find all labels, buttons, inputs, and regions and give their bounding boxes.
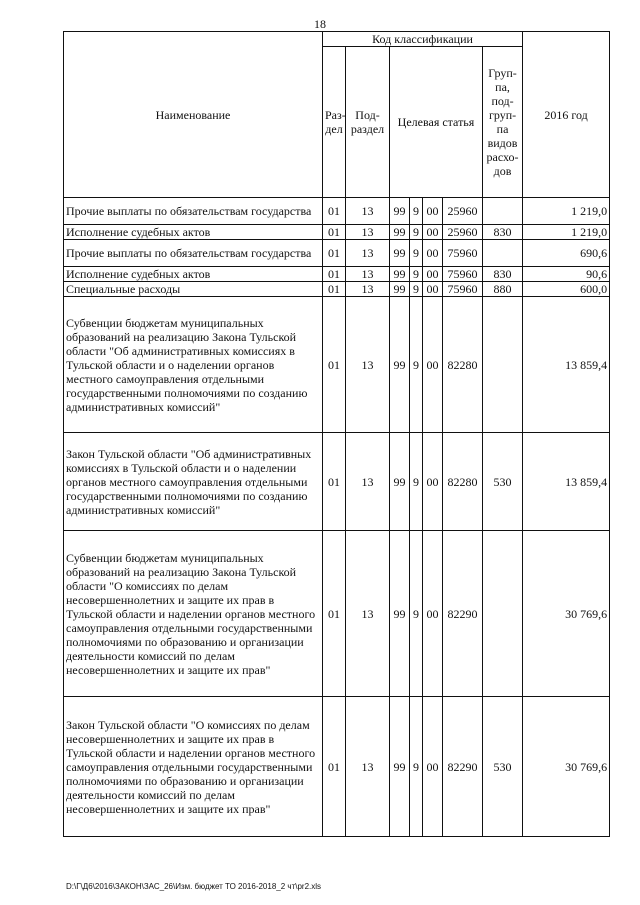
row-target-part1: 99 xyxy=(390,531,410,697)
row-target-part4: 82280 xyxy=(443,297,483,433)
row-podrazdel: 13 xyxy=(346,267,390,282)
header-code: Код классификации xyxy=(323,32,523,47)
row-target-part3: 00 xyxy=(423,531,443,697)
row-target-part2: 9 xyxy=(410,531,423,697)
row-target-part2: 9 xyxy=(410,267,423,282)
row-amount: 1 219,0 xyxy=(523,198,610,225)
row-razdel: 01 xyxy=(323,240,346,267)
row-target-part1: 99 xyxy=(390,282,410,297)
row-razdel: 01 xyxy=(323,282,346,297)
row-target-part4: 75960 xyxy=(443,267,483,282)
row-podrazdel: 13 xyxy=(346,697,390,837)
row-target-part1: 99 xyxy=(390,697,410,837)
table-row xyxy=(64,240,610,267)
row-razdel: 01 xyxy=(323,225,346,240)
row-podrazdel: 13 xyxy=(346,531,390,697)
row-name: Прочие выплаты по обязательствам государства xyxy=(64,240,323,267)
header-target: Целевая статья xyxy=(390,47,483,198)
file-path-footer: D:\Г\Д6\2016\ЗАКОН\ЗАС_26\Изм. бюджет ТО 2016-2018_2 чт\pr2.xls xyxy=(66,882,322,891)
row-name: Субвенции бюджетам муниципальных образований на реализацию Закона Тульской области "О комиссиях по делам несовершеннолетних и защите их прав в Тульской области и наделении органов местного самоуправления отдельными государственными полномочиями по образованию и организации деятельности комиссий по делам несовершеннолетних и защите их прав" xyxy=(64,531,323,697)
table-row xyxy=(64,282,610,297)
row-razdel: 01 xyxy=(323,198,346,225)
row-podrazdel: 13 xyxy=(346,297,390,433)
table-row xyxy=(64,225,610,240)
row-podrazdel: 13 xyxy=(346,225,390,240)
row-podrazdel: 13 xyxy=(346,240,390,267)
row-podrazdel: 13 xyxy=(346,282,390,297)
row-target-part3: 00 xyxy=(423,282,443,297)
row-group xyxy=(483,198,523,225)
row-group xyxy=(483,297,523,433)
header-razdel: Раз- дел xyxy=(323,47,346,198)
table-row xyxy=(64,531,610,697)
row-amount: 90,6 xyxy=(523,267,610,282)
row-target-part1: 99 xyxy=(390,433,410,531)
row-name: Исполнение судебных актов xyxy=(64,267,323,282)
row-target-part3: 00 xyxy=(423,240,443,267)
row-target-part3: 00 xyxy=(423,198,443,225)
row-name: Закон Тульской области "О комиссиях по делам несовершеннолетних и защите их прав в Тульской области и наделении органов местного самоуправления отдельными государственными полномочиями по образованию и организации деятельности комиссий по делам несовершеннолетних и защите их прав" xyxy=(64,697,323,837)
row-razdel: 01 xyxy=(323,433,346,531)
table-row xyxy=(64,433,610,531)
row-target-part4: 82280 xyxy=(443,433,483,531)
row-target-part4: 25960 xyxy=(443,225,483,240)
row-target-part3: 00 xyxy=(423,697,443,837)
row-name: Специальные расходы xyxy=(64,282,323,297)
row-name: Исполнение судебных актов xyxy=(64,225,323,240)
row-target-part2: 9 xyxy=(410,297,423,433)
row-group: 830 xyxy=(483,225,523,240)
row-target-part1: 99 xyxy=(390,267,410,282)
row-podrazdel: 13 xyxy=(346,198,390,225)
row-target-part3: 00 xyxy=(423,225,443,240)
row-razdel: 01 xyxy=(323,697,346,837)
row-amount: 13 859,4 xyxy=(523,297,610,433)
row-target-part4: 82290 xyxy=(443,697,483,837)
table-row xyxy=(64,267,610,282)
budget-table xyxy=(63,31,610,837)
row-amount: 690,6 xyxy=(523,240,610,267)
row-target-part2: 9 xyxy=(410,198,423,225)
row-amount: 600,0 xyxy=(523,282,610,297)
row-target-part2: 9 xyxy=(410,282,423,297)
row-target-part1: 99 xyxy=(390,225,410,240)
row-group xyxy=(483,240,523,267)
row-target-part1: 99 xyxy=(390,198,410,225)
table-row xyxy=(64,297,610,433)
row-target-part2: 9 xyxy=(410,225,423,240)
row-target-part4: 82290 xyxy=(443,531,483,697)
table-row xyxy=(64,697,610,837)
row-group: 880 xyxy=(483,282,523,297)
row-amount: 1 219,0 xyxy=(523,225,610,240)
row-target-part4: 75960 xyxy=(443,282,483,297)
row-target-part2: 9 xyxy=(410,240,423,267)
row-razdel: 01 xyxy=(323,297,346,433)
row-name: Субвенции бюджетам муниципальных образований на реализацию Закона Тульской области "Об административных комиссиях в Тульской области и о наделении органов местного самоуправления отдельными государственными полномочиями по созданию административных комиссий" xyxy=(64,297,323,433)
row-razdel: 01 xyxy=(323,531,346,697)
row-group: 830 xyxy=(483,267,523,282)
row-target-part2: 9 xyxy=(410,697,423,837)
row-target-part4: 25960 xyxy=(443,198,483,225)
row-amount: 30 769,6 xyxy=(523,531,610,697)
row-name: Закон Тульской области "Об административных комиссиях в Тульской области и о наделении органов местного самоуправления отдельными государственными полномочиями по созданию административных комиссий" xyxy=(64,433,323,531)
row-target-part4: 75960 xyxy=(443,240,483,267)
header-year: 2016 год xyxy=(523,32,610,198)
row-target-part3: 00 xyxy=(423,433,443,531)
row-target-part3: 00 xyxy=(423,267,443,282)
row-name: Прочие выплаты по обязательствам государства xyxy=(64,198,323,225)
table-body xyxy=(64,198,610,837)
row-target-part2: 9 xyxy=(410,433,423,531)
row-amount: 13 859,4 xyxy=(523,433,610,531)
table-row xyxy=(64,198,610,225)
row-target-part1: 99 xyxy=(390,240,410,267)
row-group xyxy=(483,531,523,697)
row-razdel: 01 xyxy=(323,267,346,282)
row-amount: 30 769,6 xyxy=(523,697,610,837)
header-group: Груп- па, под- груп- па видов расхо- дов xyxy=(483,47,523,198)
header-podrazdel: Под- раздел xyxy=(346,47,390,198)
row-podrazdel: 13 xyxy=(346,433,390,531)
header-row-top xyxy=(64,32,610,47)
row-group: 530 xyxy=(483,697,523,837)
row-target-part1: 99 xyxy=(390,297,410,433)
page-number: 18 xyxy=(314,17,326,31)
row-target-part3: 00 xyxy=(423,297,443,433)
row-group: 530 xyxy=(483,433,523,531)
header-name: Наименование xyxy=(64,32,323,198)
